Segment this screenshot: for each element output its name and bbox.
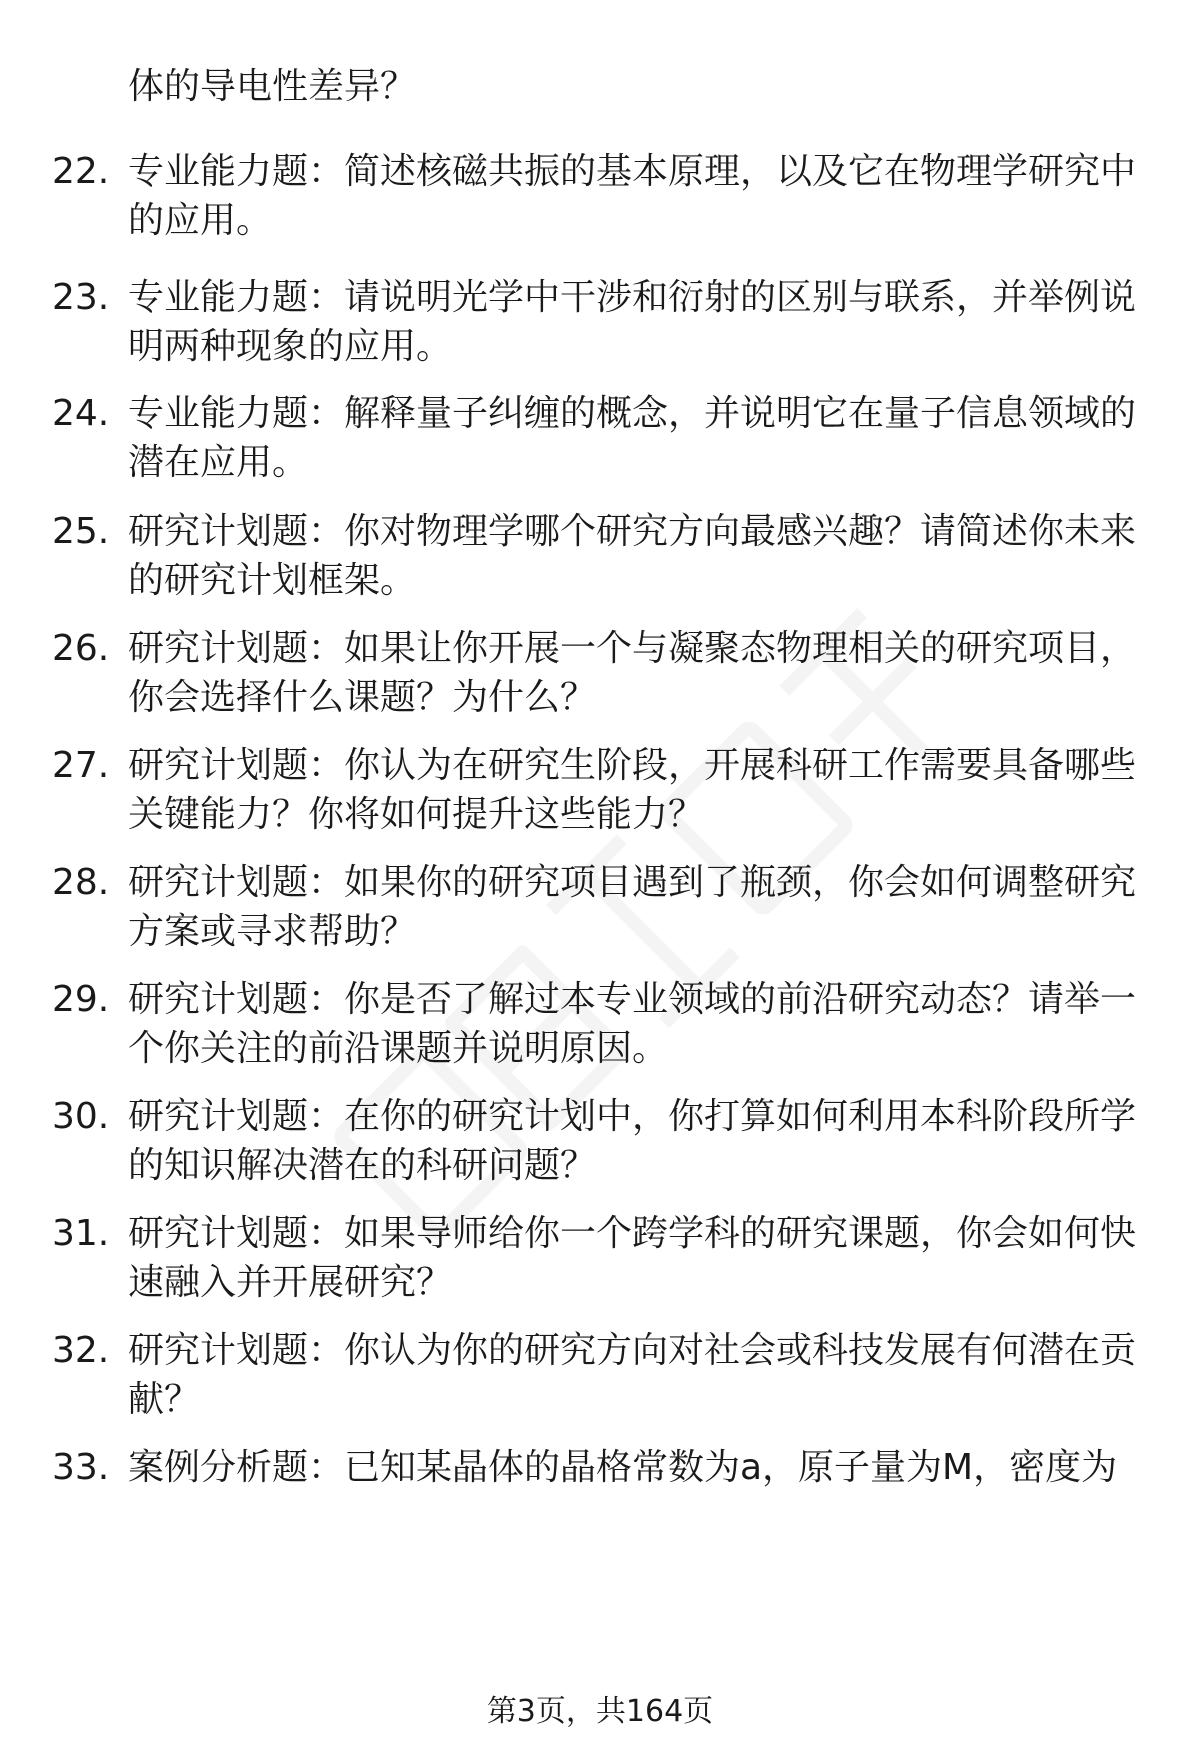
question-number: 33.	[52, 1447, 110, 1488]
question-number: 32.	[52, 1330, 110, 1371]
question-text: 研究计划题：你对物理学哪个研究方向最感兴趣？请简述你未来的研究计划框架。	[128, 511, 1137, 601]
question-number: 25.	[52, 511, 110, 552]
question-text: 专业能力题：请说明光学中干涉和衍射的区别与联系，并举例说明两种现象的应用。	[128, 277, 1137, 367]
question-text: 案例分析题：已知某晶体的晶格常数为a，原子量为M，密度为	[128, 1447, 1118, 1488]
question-text: 研究计划题：在你的研究计划中，你打算如何利用本科阶段所学的知识解决潜在的科研问题？	[128, 1096, 1137, 1186]
question-text: 研究计划题：如果让你开展一个与凝聚态物理相关的研究项目，你会选择什么课题？为什么？	[128, 628, 1137, 718]
question-number: 22.	[52, 151, 110, 192]
question-text: 研究计划题：你认为你的研究方向对社会或科技发展有何潜在贡献？	[128, 1330, 1137, 1420]
question-number: 26.	[52, 628, 110, 669]
continued-question-text: 体的导电性差异？	[128, 66, 417, 107]
question-text: 专业能力题：解释量子纠缠的概念，并说明它在量子信息领域的潜在应用。	[128, 393, 1137, 483]
question-number: 31.	[52, 1213, 110, 1254]
question-number: 23.	[52, 277, 110, 318]
question-number: 27.	[52, 745, 110, 786]
question-text: 研究计划题：如果导师给你一个跨学科的研究课题，你会如何快速融入并开展研究？	[128, 1213, 1137, 1303]
question-text: 专业能力题：简述核磁共振的基本原理，以及它在物理学研究中的应用。	[128, 151, 1137, 241]
question-text: 研究计划题：你认为在研究生阶段，开展科研工作需要具备哪些关键能力？你将如何提升这些能力？	[128, 745, 1137, 835]
question-text: 研究计划题：你是否了解过本专业领域的前沿研究动态？请举一个你关注的前沿课题并说明原因。	[128, 979, 1137, 1069]
question-text: 研究计划题：如果你的研究项目遇到了瓶颈，你会如何调整研究方案或寻求帮助？	[128, 862, 1137, 952]
page-footer: 第3页，共164页	[486, 1694, 714, 1729]
question-number: 29.	[52, 979, 110, 1020]
question-number: 30.	[52, 1096, 110, 1137]
question-number: 24.	[52, 393, 110, 434]
question-number: 28.	[52, 862, 110, 903]
